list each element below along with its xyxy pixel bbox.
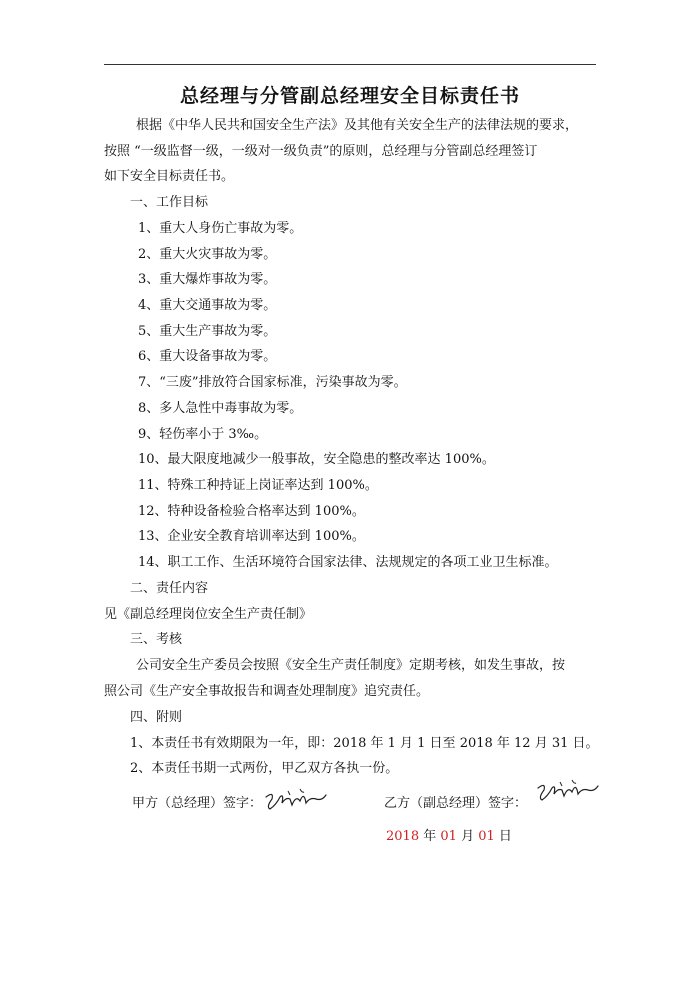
section-heading-appendix: 四、附则 xyxy=(130,710,183,725)
date-month-unit: 月 xyxy=(461,829,475,844)
appendix-item: 2、本责任书期一式两份，甲乙双方各执一份。 xyxy=(130,761,399,776)
goal-item: 8、多人急性中毒事故为零。 xyxy=(138,401,303,416)
assessment-line-2: 照公司《生产安全事故报告和调查处理制度》追究责任。 xyxy=(104,684,430,699)
goal-item: 2、重大火灾事故为零。 xyxy=(138,247,277,262)
party-b-label: 乙方（副总经理）签字： xyxy=(384,796,528,811)
goal-item: 4、重大交通事故为零。 xyxy=(138,298,277,313)
goal-item: 11、特殊工种持证上岗证率达到 100%。 xyxy=(138,478,378,493)
party-a-signature xyxy=(260,783,332,817)
goal-item: 3、重大爆炸事故为零。 xyxy=(138,272,277,287)
document-title: 总经理与分管副总经理安全目标责任书 xyxy=(179,85,520,107)
header-rule xyxy=(104,64,596,65)
goal-item: 1、重大人身伤亡事故为零。 xyxy=(138,221,303,236)
intro-line-3: 如下安全目标责任书。 xyxy=(104,169,235,184)
goal-item: 13、企业安全教育培训率达到 100%。 xyxy=(138,529,365,544)
intro-line-1: 根据《中华人民共和国安全生产法》及其他有关安全生产的法律法规的要求， xyxy=(136,118,579,133)
date-day: 01 xyxy=(478,829,495,844)
intro-line-2: 按照 “一级监督一级，一级对一级负责”的原则，总经理与分管副总经理签订 xyxy=(104,144,538,159)
section-heading-goals: 一、工作目标 xyxy=(130,195,209,210)
section-heading-assessment: 三、考核 xyxy=(130,632,183,647)
party-a-label: 甲方（总经理）签字： xyxy=(132,796,263,811)
appendix-item: 1、本责任书有效期限为一年，即：2018 年 1 月 1 日至 2018 年 12 月 31 日。 xyxy=(130,736,599,751)
date-month: 01 xyxy=(440,829,457,844)
goal-item: 9、轻伤率小于 3‰。 xyxy=(138,427,268,442)
date-day-unit: 日 xyxy=(498,829,512,844)
goal-item: 7、“三废”排放符合国家标准，污染事故为零。 xyxy=(138,375,407,390)
goal-item: 14、职工工作、生活环境符合国家法律、法规规定的各项工业卫生标准。 xyxy=(138,555,558,570)
date-year: 2018 xyxy=(386,829,420,844)
assessment-line-1: 公司安全生产委员会按照《安全生产责任制度》定期考核，如发生事故，按 xyxy=(136,658,566,673)
signing-date xyxy=(386,828,512,846)
goal-item: 10、最大限度地减少一般事故，安全隐患的整改率达 100%。 xyxy=(138,452,495,467)
goal-item: 5、重大生产事故为零。 xyxy=(138,324,277,339)
responsibility-text: 见《副总经理岗位安全生产责任制》 xyxy=(104,607,313,622)
date-year-unit: 年 xyxy=(423,829,437,844)
party-b-signature xyxy=(532,776,602,808)
goal-item: 12、特种设备检验合格率达到 100%。 xyxy=(138,504,365,519)
section-heading-responsibility: 二、责任内容 xyxy=(130,581,209,596)
goal-item: 6、重大设备事故为零。 xyxy=(138,349,277,364)
